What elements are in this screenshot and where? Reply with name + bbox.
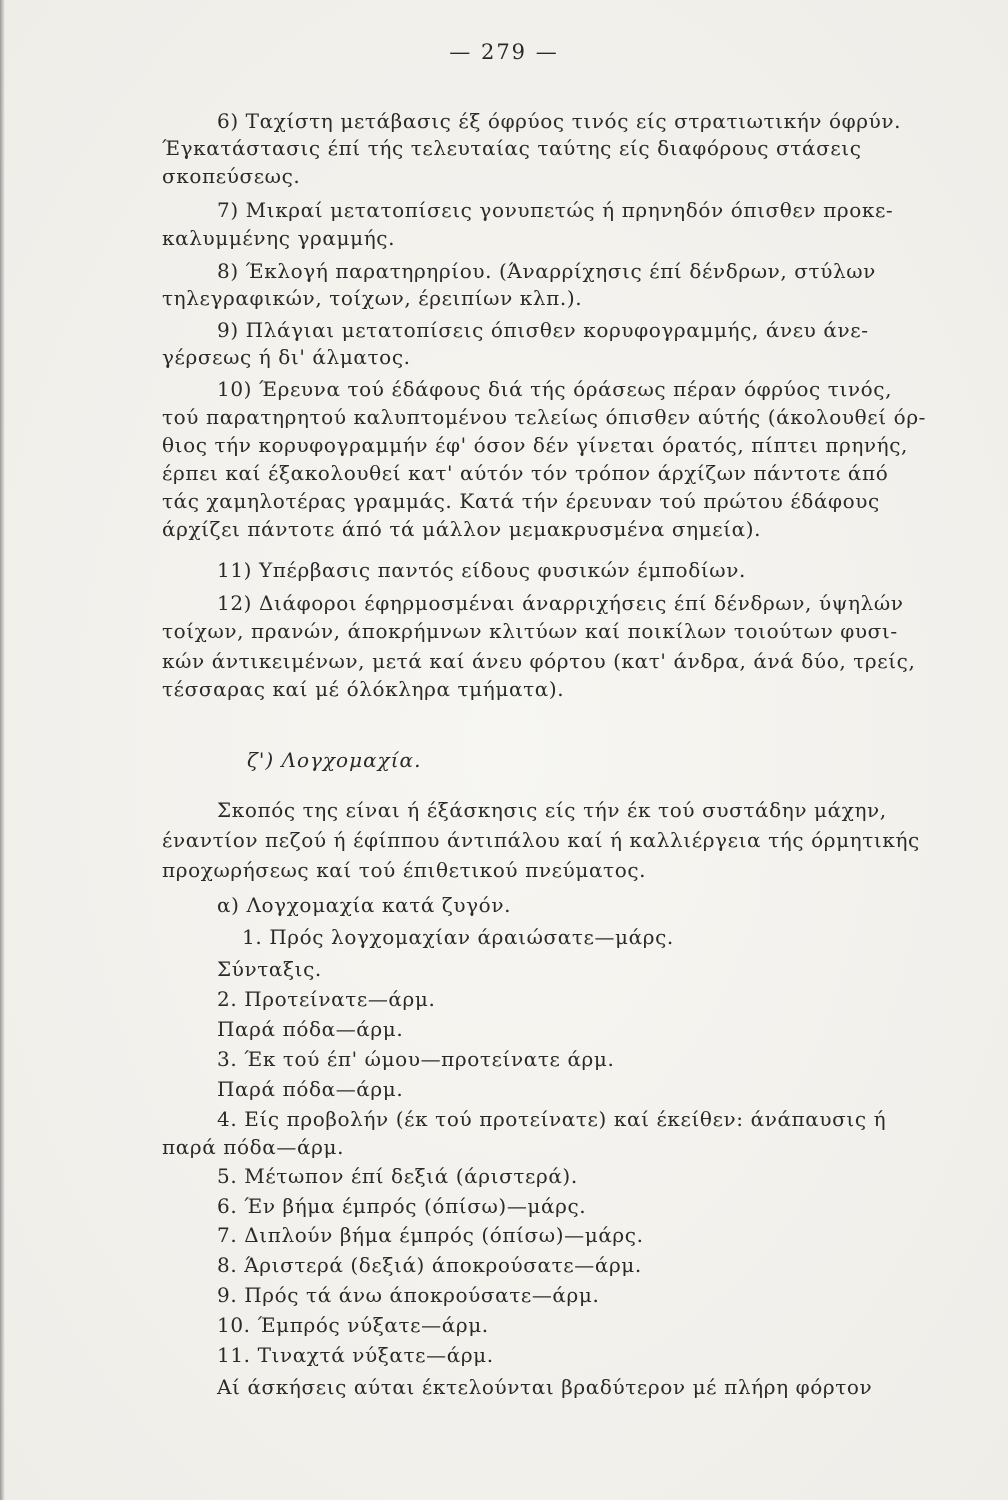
text-line: Έγκατάστασις έπί τής τελευταίας ταύτης είς διαφόρους στάσεις [162, 136, 862, 160]
text-line: 12) Διάφοροι έφηρμοσμέναι άναρριχήσεις έπί δένδρων, ύψηλών [217, 591, 904, 615]
text-line: 2. Προτείνατε—άρμ. [217, 987, 436, 1011]
text-line: θιος τήν κορυφογραμμήν έφ' όσον δέν γίνεται όρατός, πίπτει πρηνής, [162, 433, 908, 457]
text-line: τοίχων, πρανών, άποκρήμνων κλιτύων καί ποικίλων τοιούτων φυσι- [162, 619, 898, 643]
text-line: 4. Είς προβολήν (έκ τού προτείνατε) καί έκείθεν: άνάπαυσις ή [217, 1107, 887, 1131]
text-line: 8) Έκλογή παρατηρηρίου. (Άναρρίχησις έπί δένδρων, στύλων [217, 259, 876, 283]
text-line: 10) Έρευνα τού έδάφους διά τής όράσεως πέραν όφρύος τινός, [217, 377, 893, 401]
text-line: 6) Ταχίστη μετάβασις έξ όφρύος τινός είς στρατιωτικήν όφρύν. [217, 109, 902, 133]
text-line: 7) Μικραί μετατοπίσεις γονυπετώς ή πρηνηδόν όπισθεν προκε- [217, 198, 894, 222]
page-number: — 279 — [449, 40, 559, 64]
text-line: Παρά πόδα—άρμ. [217, 1017, 404, 1041]
text-line: κών άντικειμένων, μετά καί άνευ φόρτου (κατ' άνδρα, άνά δύο, τρείς, [162, 649, 916, 673]
text-line: καλυμμένης γραμμής. [162, 226, 396, 250]
page-edge-shadow [0, 0, 5, 1500]
text-line: γέρσεως ή δι' άλματος. [162, 345, 411, 369]
text-line: 10. Έμπρός νύξατε—άρμ. [217, 1313, 489, 1337]
text-line: Αί άσκήσεις αύται έκτελούνται βραδύτερον μέ πλήρη φόρτον [217, 1375, 873, 1399]
text-line: 9. Πρός τά άνω άποκρούσατε—άρμ. [217, 1283, 600, 1307]
text-line: 8. Άριστερά (δεξιά) άποκρούσατε—άρμ. [217, 1253, 642, 1277]
text-line: 11. Τιναχτά νύξατε—άρμ. [217, 1343, 494, 1367]
text-line: 5. Μέτωπον έπί δεξιά (άριστερά). [217, 1164, 578, 1188]
text-line: σκοπεύσεως. [162, 164, 301, 188]
text-line: 1. Πρός λογχομαχίαν άραιώσατε—μάρς. [242, 925, 674, 949]
text-line: 9) Πλάγιαι μετατοπίσεις όπισθεν κορυφογραμμής, άνευ άνε- [217, 318, 869, 342]
text-line: τέσσαρας καί μέ όλόκληρα τμήματα). [162, 677, 565, 701]
text-line: Σύνταξις. [217, 957, 322, 981]
text-line: τάς χαμηλοτέρας γραμμάς. Κατά τήν έρευναν τού πρώτου έδάφους [162, 489, 880, 513]
text-line: έρπει καί έξακολουθεί κατ' αύτόν τόν τρόπον άρχίζων πάντοτε άπό [162, 461, 889, 485]
text-line: τηλεγραφικών, τοίχων, έρειπίων κλπ.). [162, 286, 583, 310]
text-line: Σκοπός της είναι ή έξάσκησις είς τήν έκ τού συστάδην μάχην, [217, 798, 887, 822]
text-line: άρχίζει πάντοτε άπό τά μάλλον μεμακρυσμένα σημεία). [162, 517, 762, 541]
section-heading: ζ') Λογχομαχία. [247, 748, 422, 772]
text-line: α) Λογχομαχία κατά ζυγόν. [217, 893, 512, 917]
text-line: 11) Υπέρβασις παντός είδους φυσικών έμποδίων. [217, 558, 746, 582]
text-line: 7. Διπλούν βήμα έμπρός (όπίσω)—μάρς. [217, 1223, 644, 1247]
text-line: 3. Έκ τού έπ' ώμου—προτείνατε άρμ. [217, 1047, 615, 1071]
text-line: τού παρατηρητού καλυπτομένου τελείως όπισθεν αύτής (άκολουθεί όρ- [162, 405, 927, 429]
text-line: προχωρήσεως καί τού έπιθετικού πνεύματος. [162, 858, 647, 882]
text-line: παρά πόδα—άρμ. [162, 1135, 345, 1159]
text-line: 6. Έν βήμα έμπρός (όπίσω)—μάρς. [217, 1194, 587, 1218]
text-line: έναντίον πεζού ή έφίππου άντιπάλου καί ή καλλιέργεια τής όρμητικής [162, 828, 920, 852]
text-line: Παρά πόδα—άρμ. [217, 1077, 404, 1101]
